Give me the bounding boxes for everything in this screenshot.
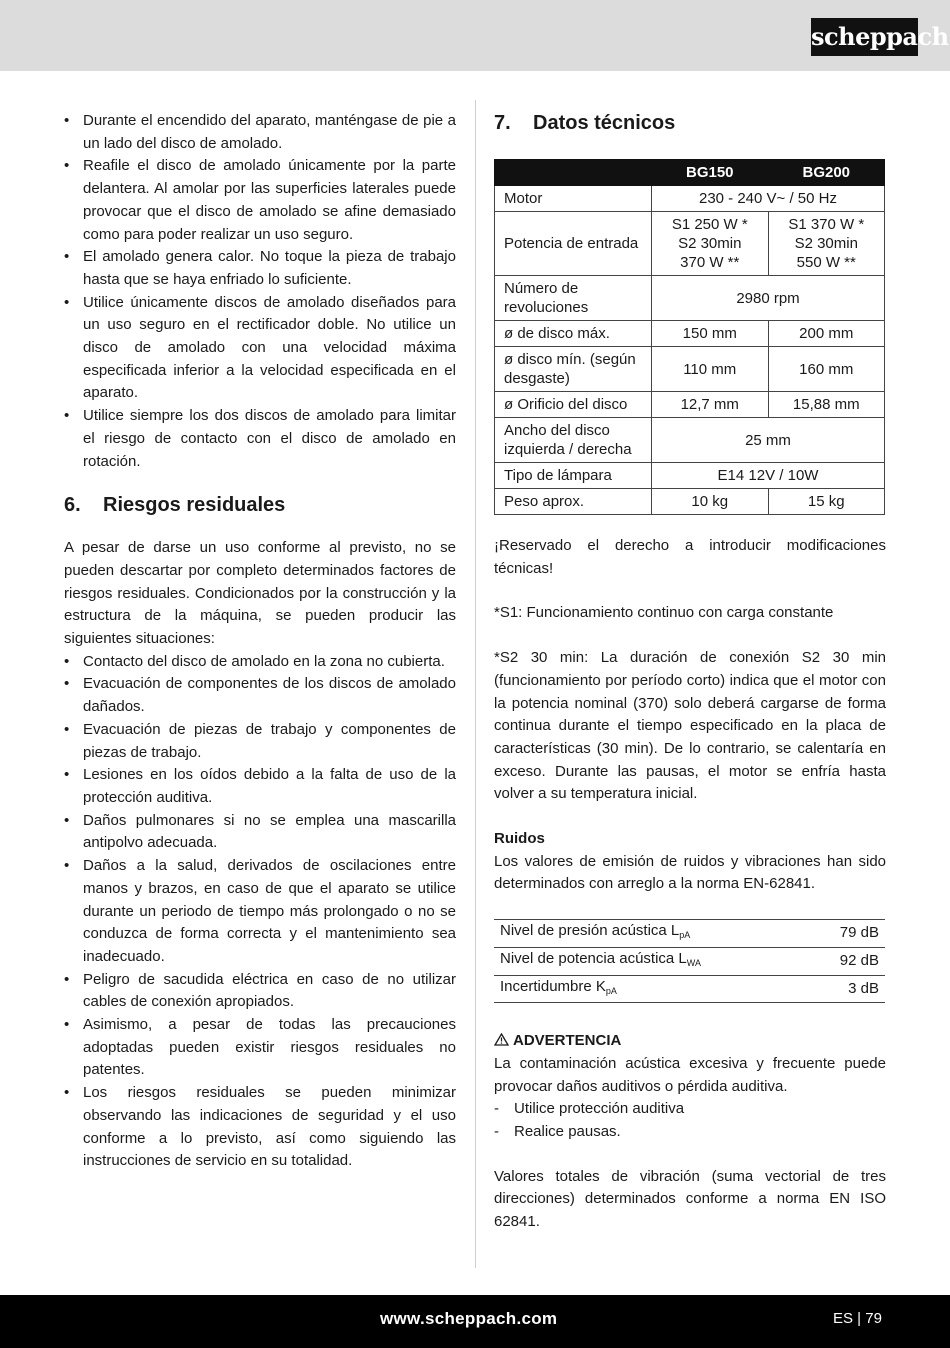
- safety-bullets: [64, 110, 456, 473]
- row-label: Tipo de lámpara: [495, 463, 652, 489]
- reserved-note: ¡Reservado el derecho a introducir modificaciones técnicas!: [494, 537, 886, 577]
- scheppach-logo: scheppach: [811, 18, 918, 56]
- row-value: E14 12V / 10W: [652, 463, 885, 489]
- table-row: [494, 920, 885, 948]
- table-row: [495, 489, 885, 515]
- noise-value: 92 dB: [809, 947, 885, 975]
- table-row: [495, 276, 885, 321]
- language-code: ES: [833, 1310, 854, 1327]
- row-label: Potencia de entrada: [495, 212, 652, 276]
- label-subscript: pA: [605, 985, 617, 996]
- table-row: [495, 463, 885, 489]
- right-column: [494, 110, 886, 1234]
- footer-bar: [0, 1295, 950, 1348]
- section-number: 7.: [494, 112, 511, 134]
- warning-triangle-icon: [494, 1033, 509, 1046]
- value-line: S1 370 W *: [788, 216, 865, 233]
- row-label: ø Orificio del disco: [495, 392, 652, 418]
- noise-label: [494, 920, 809, 948]
- value-line: S1 250 W *: [671, 216, 748, 233]
- row-value: 2980 rpm: [652, 276, 885, 321]
- table-row: [495, 212, 885, 276]
- list-item: • Peligro de sacudida eléctrica en caso de no utilizar cables de conexión apropiados.: [64, 969, 456, 1014]
- section-title: Riesgos residuales: [103, 494, 286, 517]
- row-value-bg200: 160 mm: [768, 347, 885, 392]
- label-subscript: pA: [679, 930, 691, 941]
- section-7-heading: [494, 110, 886, 136]
- noise-value: 3 dB: [809, 975, 885, 1003]
- list-item: • Los riesgos residuales se pueden minimizar observando las indicaciones de seguridad y el uso conforme a lo previsto, así como siguiendo las instrucciones de servicio en su totalidad.: [64, 1082, 456, 1173]
- list-item: • Reafile el disco de amolado únicamente por la parte delantera. Al amolar por las superficies laterales puede provocar que el disco de amolado se afine demasiado como para poder realizar un uso seguro.: [64, 155, 456, 246]
- label-subscript: WA: [686, 957, 701, 968]
- table-row: [494, 947, 885, 975]
- row-label: ø de disco máx.: [495, 321, 652, 347]
- list-item: - Utilice protección auditiva: [494, 1098, 886, 1121]
- row-value-bg200: 15 kg: [768, 489, 885, 515]
- row-label: Motor: [495, 186, 652, 212]
- header-cell-bg200: BG200: [768, 160, 885, 186]
- noise-table: [494, 919, 885, 1003]
- list-item: • Asimismo, a pesar de todas las precauciones adoptadas pueden existir riesgos residuales no patentes.: [64, 1014, 456, 1082]
- website-link[interactable]: www.scheppach.com: [380, 1309, 558, 1328]
- s2-note: *S2 30 min: La duración de conexión S2 30 min (funcionamiento por período corto) indica que el motor con la potencia nominal (370) solo deberá cargarse de forma continua durante el tiempo especificado en la placa de características (30 min). De lo contrario, se calentaría en exceso. Durante las pausas, el motor se enfría hasta volver a su temperatura inicial.: [494, 649, 886, 803]
- row-value-bg150: 10 kg: [652, 489, 769, 515]
- section-6-intro: A pesar de darse un uso conforme al previsto, no se pueden descartar por completo determinados factores de riesgos residuales. Condicionados por la construcción y la estructura de la máquina, se pueden producir las siguientes situaciones:: [64, 539, 456, 648]
- list-item: - Realice pausas.: [494, 1121, 886, 1144]
- row-label: ø disco mín. (según desgaste): [495, 347, 652, 392]
- technical-data-table: [494, 159, 885, 515]
- page-indicator: ES | 79: [833, 1310, 882, 1327]
- table-header-row: [495, 160, 885, 186]
- row-value-bg150: [652, 212, 769, 276]
- left-column: [64, 110, 456, 1173]
- s1-note: *S1: Funcionamiento continuo con carga constante: [494, 604, 834, 622]
- noise-label: [494, 947, 809, 975]
- value-line: S2 30min: [678, 235, 742, 252]
- label-text: Nivel de potencia acústica L: [500, 949, 687, 967]
- row-label: Peso aprox.: [495, 489, 652, 515]
- residual-risks-list: [64, 651, 456, 1173]
- label-text: Nivel de presión acústica L: [500, 922, 680, 940]
- table-row: [495, 347, 885, 392]
- row-value: 230 - 240 V~ / 50 Hz: [652, 186, 885, 212]
- value-line: 550 W **: [796, 254, 856, 271]
- warning-heading: [494, 1030, 886, 1053]
- list-item: • Evacuación de piezas de trabajo y componentes de piezas de trabajo.: [64, 719, 456, 764]
- row-value-bg200: 200 mm: [768, 321, 885, 347]
- row-value-bg150: 150 mm: [652, 321, 769, 347]
- header-bar: [0, 0, 950, 71]
- value-line: 370 W **: [680, 254, 740, 271]
- warning-title: ADVERTENCIA: [513, 1032, 622, 1050]
- list-item: • Daños a la salud, derivados de oscilaciones entre manos y brazos, en caso de que el aparato se utilice durante un periodo de tiempo más prolongado o no se conduzca de forma correcta y el mantenimiento sea inadecuado.: [64, 855, 456, 969]
- table-row: [494, 975, 885, 1003]
- row-label: Número de revoluciones: [495, 276, 652, 321]
- vibration-text: Valores totales de vibración (suma vectorial de tres direcciones) determinados conforme a norma EN ISO 62841.: [494, 1167, 886, 1231]
- row-value: 25 mm: [652, 418, 885, 463]
- noise-text: Los valores de emisión de ruidos y vibraciones han sido determinados con arreglo a la norma EN-62841.: [494, 852, 886, 893]
- section-6-heading: [64, 492, 456, 518]
- list-item: • El amolado genera calor. No toque la pieza de trabajo hasta que se haya enfriado lo suficiente.: [64, 246, 456, 291]
- noise-value: 79 dB: [809, 920, 885, 948]
- noise-heading: Ruidos: [494, 830, 545, 848]
- column-divider: [475, 100, 476, 1268]
- table-row: [495, 418, 885, 463]
- list-item: • Daños pulmonares si no se emplea una mascarilla antipolvo adecuada.: [64, 810, 456, 855]
- list-item: • Lesiones en los oídos debido a la falta de uso de la protección auditiva.: [64, 764, 456, 809]
- warning-text: La contaminación acústica excesiva y frecuente puede provocar daños auditivos o pérdida auditiva.: [494, 1054, 886, 1095]
- warning-list: [494, 1098, 886, 1143]
- row-label: Ancho del disco izquierda / derecha: [495, 418, 652, 463]
- row-value-bg200: 15,88 mm: [768, 392, 885, 418]
- table-row: [495, 186, 885, 212]
- list-item: • Utilice únicamente discos de amolado diseñados para un uso seguro en el rectificador doble. No utilice un disco de amolado con una velocidad máxima especificada inferior a la velocidad especificada en el aparato.: [64, 292, 456, 406]
- section-number: 6.: [64, 494, 81, 517]
- list-item: • Contacto del disco de amolado en la zona no cubierta.: [64, 651, 456, 674]
- value-line: S2 30min: [794, 235, 858, 252]
- section-title: Datos técnicos: [533, 112, 676, 134]
- row-value-bg150: 12,7 mm: [652, 392, 769, 418]
- header-cell-empty: [495, 160, 652, 186]
- list-item: • Utilice siempre los dos discos de amolado para limitar el riesgo de contacto con el disco de amolado en rotación.: [64, 405, 456, 473]
- table-row: [495, 392, 885, 418]
- list-item: • Evacuación de componentes de los discos de amolado dañados.: [64, 673, 456, 718]
- table-row: [495, 321, 885, 347]
- page-number: 79: [865, 1310, 882, 1327]
- row-value-bg150: 110 mm: [652, 347, 769, 392]
- row-value-bg200: [768, 212, 885, 276]
- list-item: • Durante el encendido del aparato, manténgase de pie a un lado del disco de amolado.: [64, 110, 456, 155]
- header-cell-bg150: BG150: [652, 160, 769, 186]
- noise-label: [494, 975, 809, 1003]
- label-text: Incertidumbre K: [500, 977, 606, 995]
